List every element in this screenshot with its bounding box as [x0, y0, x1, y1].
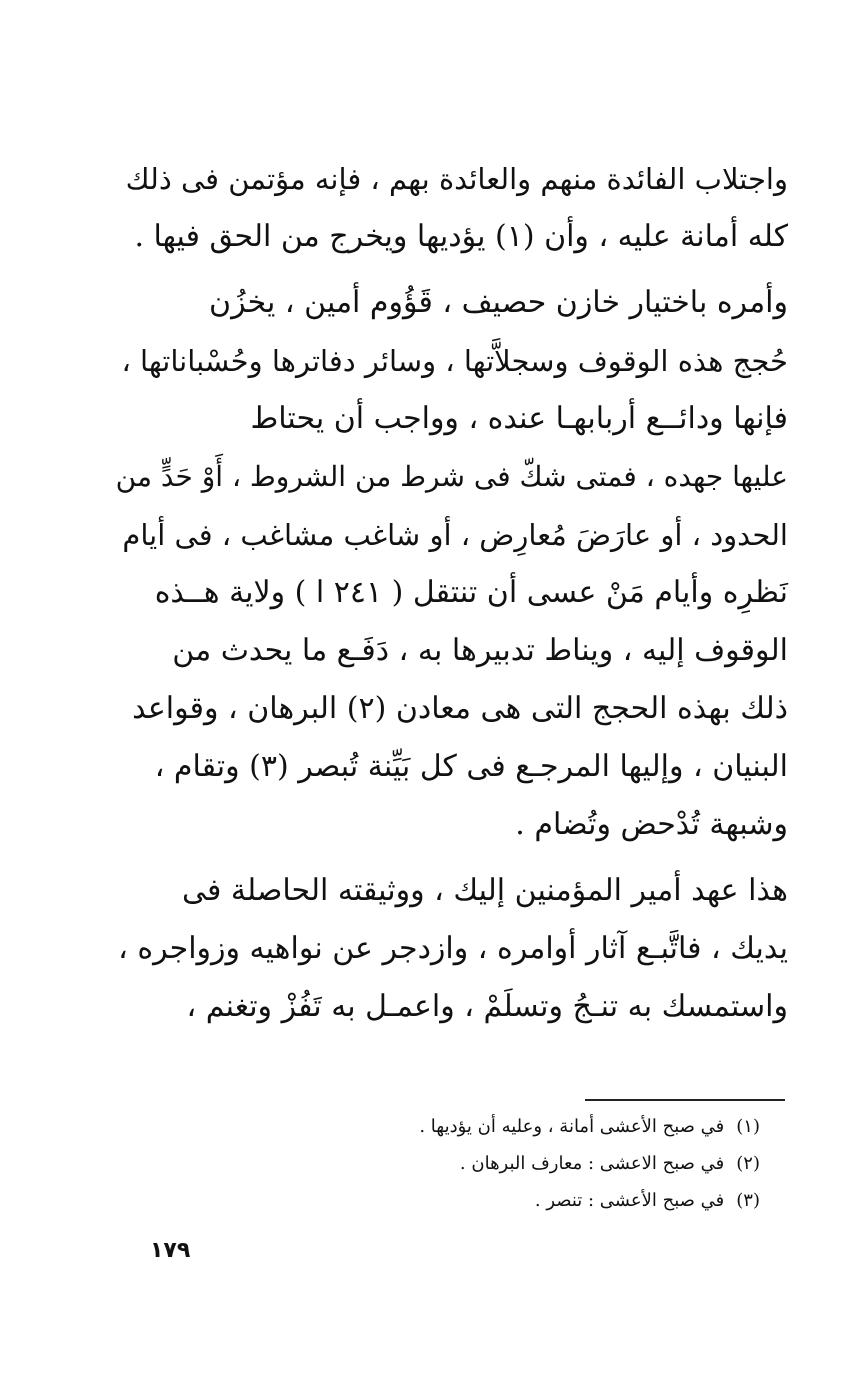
- footnote-1: [300, 1108, 760, 1145]
- text-line: ذلك بهذه الحجج التى هى معادن (٢) البرهان ، وقواعد: [132, 691, 788, 726]
- text-line: الحدود ، أو عارَضَ مُعارِض ، أو شاغب مشاغب ، فى أيام: [122, 518, 788, 552]
- footnote-text: في صبح الأعشى أمانة ، وعليه أن يؤديها .: [419, 1116, 725, 1137]
- text-line: نَظرِه وأيام مَنْ عسى أن تنتقل ( ٢٤١ ا ) ولاية هــذه: [154, 575, 788, 610]
- page-number: ١٧٩: [150, 1238, 191, 1263]
- paragraph-3: [108, 862, 788, 1036]
- text-line: حُجج هذه الوقوف وسجلاَّتها ، وسائر دفاترها وحُسْباناتها ،: [121, 344, 788, 378]
- text-line: هذا عهد أمير المؤمنين إليك ، ووثيقته الحاصلة فى: [181, 873, 788, 908]
- text-line: واجتلاب الفائدة منهم والعائدة بهم ، فإنه مؤتمن فى ذلك: [125, 162, 788, 196]
- text-line: واستمسك به تنـجُ وتسلَمْ ، واعمـل به تَفُزْ وتغنم ،: [186, 989, 788, 1024]
- text-line: وشبهة تُدْحض وتُضام .: [515, 807, 788, 842]
- footnote-text: في صبح الاعشى : معارف البرهان .: [459, 1153, 725, 1174]
- main-text: [108, 150, 788, 1036]
- footnote-number: (١): [736, 1116, 760, 1137]
- footnotes: [300, 1108, 760, 1219]
- paragraph-gap: [108, 266, 788, 274]
- text-line: الوقوف إليه ، ويناط تدبيرها به ، دَفَـع ما يحدث من: [172, 633, 788, 668]
- footnote-separator: [585, 1099, 785, 1101]
- footnote-number: (٢): [736, 1153, 760, 1174]
- footnote-3: [300, 1182, 760, 1219]
- text-line: البنيان ، وإليها المرجـع فى كل بَيِّنة تُبصر (٣) وتقام ،: [154, 749, 788, 784]
- text-line: يديك ، فاتَّبـع آثار أوامره ، وازدجر عن نواهيه وزواجره ،: [118, 931, 788, 966]
- paragraph-gap: [108, 854, 788, 862]
- paragraph-2: [108, 274, 788, 854]
- text-line: فإنها ودائــع أربابهـا عنده ، وواجب أن يحتاط: [250, 401, 788, 436]
- text-line: وأمره باختيار خازن حصيف ، قَؤُوم أمين ، يخزُن: [209, 285, 788, 320]
- text-line: كله أمانة عليه ، وأن (١) يؤديها ويخرج من الحق فيها .: [134, 219, 788, 254]
- text-line: عليها جهده ، فمتى شكّ فى شرط من الشروط ، أَوْ حَدٍّ من: [115, 460, 788, 493]
- paragraph-1: [108, 150, 788, 266]
- footnote-number: (٣): [736, 1190, 760, 1211]
- footnote-text: في صبح الأعشى : تنصر .: [534, 1190, 725, 1211]
- footnote-2: [300, 1145, 760, 1182]
